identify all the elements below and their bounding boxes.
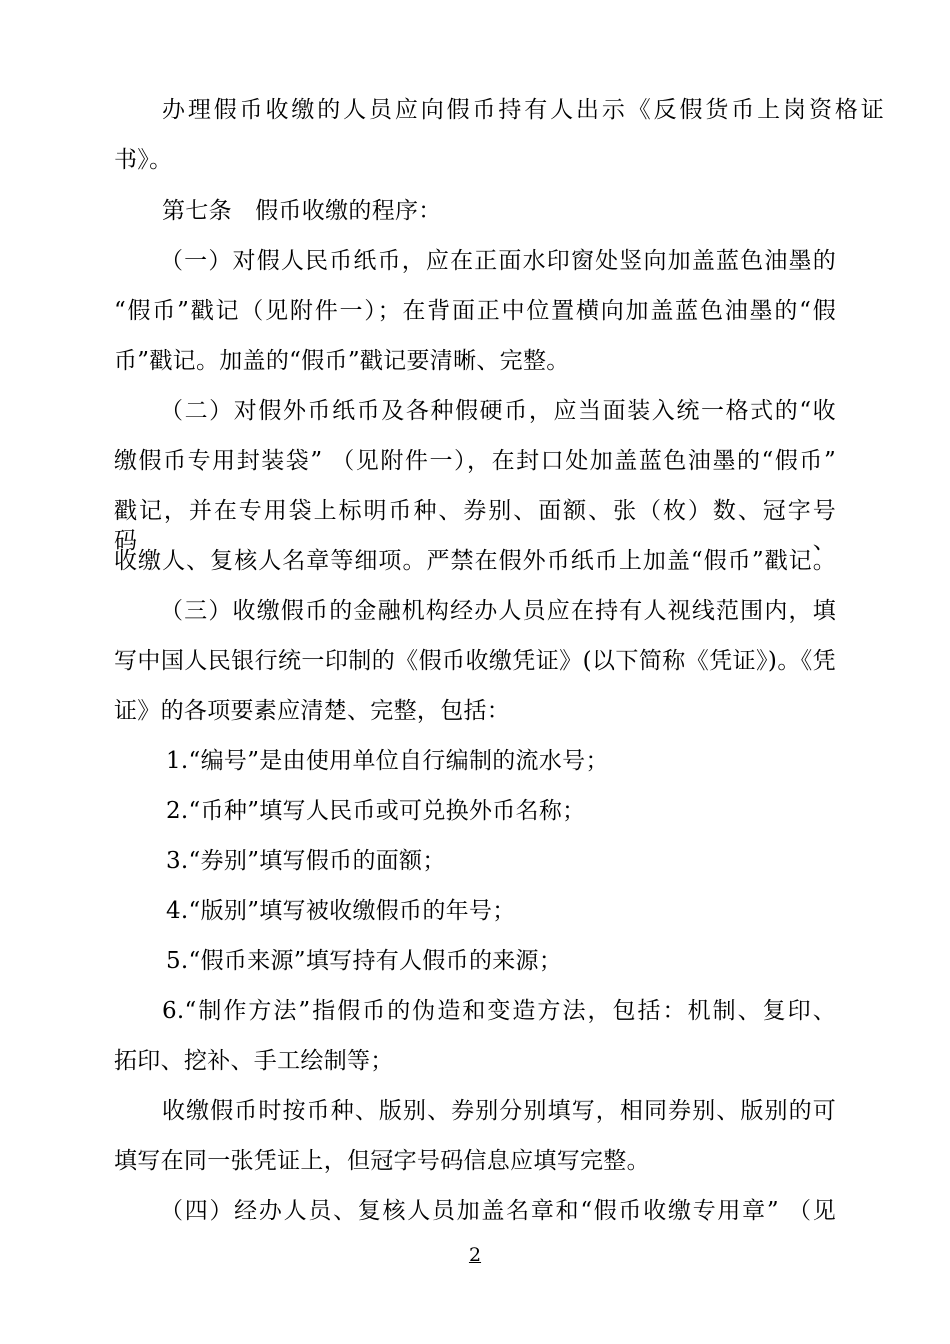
text-line: 办理假币收缴的人员应向假币持有人出示《反假货币上岗资格证 xyxy=(162,97,884,123)
text-line: 币”戳记。加盖的“假币”戳记要清晰、完整。 xyxy=(114,348,570,374)
text-line: 证》的各项要素应清楚、完整，包括： xyxy=(114,698,511,724)
text-line: （二）对假外币纸币及各种假硬币，应当面装入统一格式的“收 xyxy=(160,398,836,424)
text-line: 收缴人、复核人名章等细项。严禁在假外币纸币上加盖“假币”戳记。 xyxy=(114,548,836,574)
list-item: 6.“制作方法”指假币的伪造和变造方法，包括：机制、复印、 xyxy=(162,998,836,1024)
text-line: 填写在同一张凭证上，但冠字号码信息应填写完整。 xyxy=(114,1148,650,1174)
list-item: 1.“编号”是由使用单位自行编制的流水号； xyxy=(166,748,609,774)
list-item: 4.“版别”填写被收缴假币的年号； xyxy=(166,898,516,924)
text-line: （四）经办人员、复核人员加盖名章和“假币收缴专用章” （见 xyxy=(160,1198,836,1224)
text-line: 书》。 xyxy=(114,147,173,173)
text-line: 收缴假币时按币种、版别、券别分别填写，相同券别、版别的可 xyxy=(162,1098,836,1124)
list-item: 3.“券别”填写假币的面额； xyxy=(166,848,446,874)
article-heading: 第七条 假币收缴的程序： xyxy=(162,198,442,224)
page-number-text: 2 xyxy=(468,1244,482,1266)
text-line: 缴假币专用封装袋” （见附件一），在封口处加盖蓝色油墨的“假币” xyxy=(114,448,836,474)
text-line: （一）对假人民币纸币，应在正面水印窗处竖向加盖蓝色油墨的 xyxy=(160,248,836,274)
text-line: （三）收缴假币的金融机构经办人员应在持有人视线范围内，填 xyxy=(160,598,836,624)
text-line: 拓印、挖补、手工绘制等； xyxy=(114,1048,394,1074)
text-line: 写中国人民银行统一印制的《假币收缴凭证》(以下简称《凭证》)。《凭 xyxy=(114,648,836,674)
text-line: “假币”戳记（见附件一）；在背面正中位置横向加盖蓝色油墨的“假 xyxy=(114,298,836,324)
list-item: 5.“假币来源”填写持有人假币的来源； xyxy=(166,948,563,974)
text-line: 戳记，并在专用袋上标明币种、券别、面额、张（枚）数、冠字号码、 xyxy=(114,498,836,554)
page-number xyxy=(0,1244,950,1266)
list-item: 2.“币种”填写人民币或可兑换外币名称； xyxy=(166,798,586,824)
